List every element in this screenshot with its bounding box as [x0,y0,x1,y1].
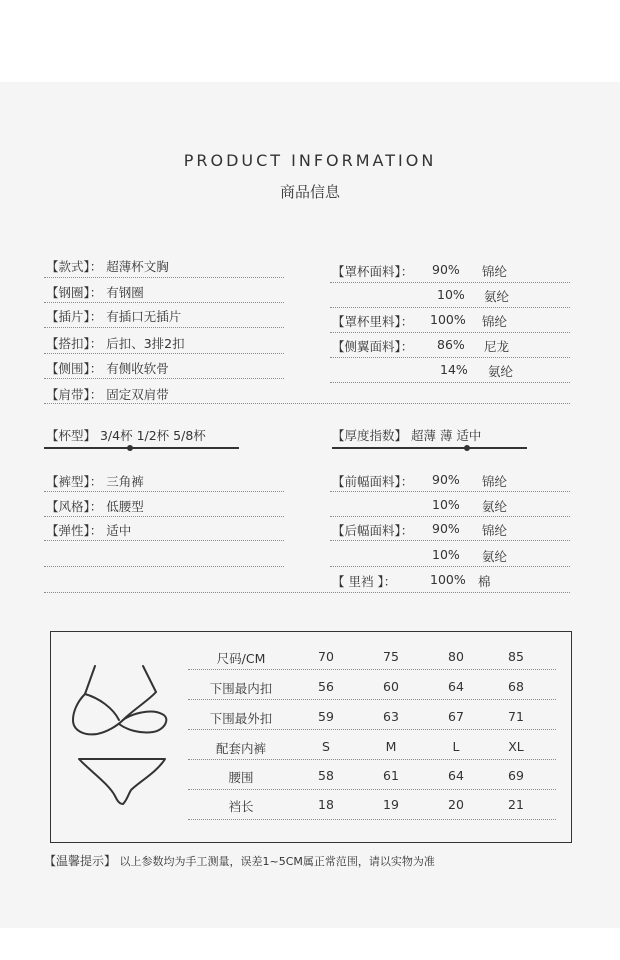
divider [44,516,284,517]
size-cell: 69 [508,768,524,783]
table-divider [188,669,556,670]
material-name: 尼龙 [484,339,510,354]
divider [44,353,284,354]
size-row-label: 尺码/CM [216,651,266,666]
size-cell: 80 [448,649,464,664]
spec-strap: 【肩带】： 固定双肩带 [46,387,169,402]
size-cell: 58 [318,768,334,783]
divider [330,382,570,383]
size-cell: 85 [508,649,524,664]
size-cell: 63 [383,709,399,724]
spec-side: 【侧围】： 有侧收软骨 [46,361,169,376]
material-label: 【罩杯面料】： [332,264,414,279]
divider [44,327,284,328]
material-label: 【前幅面料】： [332,474,414,489]
bra-strap-left [85,666,95,694]
divider [44,378,284,379]
divider [44,592,570,593]
material-name: 锦纶 [482,474,508,489]
size-row-label: 腰围 [228,770,254,785]
material-name: 锦纶 [482,264,508,279]
size-cell: M [385,739,397,754]
material-name: 氨纶 [484,289,510,304]
size-cell: 68 [508,679,524,694]
size-row-label: 下围最外扣 [209,711,273,726]
divider [330,307,570,308]
material-pct: 10% [437,287,465,302]
spec-elasticity: 【弹性】： 适中 [46,523,132,538]
material-name: 锦纶 [482,523,508,538]
size-cell: 64 [448,768,464,783]
material-pct: 100% [430,312,466,327]
size-cell: 21 [508,797,524,812]
bra-and-brief-illustration [61,652,191,842]
cup-type-scale: 【杯型】 3/4杯 1/2杯 5/8杯 [46,428,206,443]
title-chinese: 商品信息 [279,183,340,201]
table-divider [188,699,556,700]
size-cell: L [452,739,460,754]
material-pct: 90% [432,521,460,536]
table-divider [188,729,556,730]
material-name: 氨纶 [482,499,508,514]
spec-insert: 【插片】： 有插口无插片 [46,309,182,324]
divider [330,516,570,517]
thickness-scale-line [332,447,527,449]
material-name: 氨纶 [488,364,514,379]
divider [330,357,570,358]
size-cell: 18 [318,797,334,812]
material-label: 【后幅面料】： [332,523,414,538]
material-label: 【侧翼面料】： [332,339,414,354]
divider [44,566,284,567]
note-key: 【温馨提示】 [44,854,117,868]
size-row-label: 裆长 [228,799,254,814]
divider [330,540,570,541]
divider [44,403,570,404]
size-cell: 19 [383,797,399,812]
bra-strap-right [143,666,156,692]
divider [44,540,284,541]
cup-type-scale-line [44,447,239,449]
thickness-marker [464,445,470,451]
spec-brief-style: 【风格】： 低腰型 [46,499,144,514]
size-cell: 75 [383,649,399,664]
material-label: 【 里裆 】： [332,574,397,589]
spec-brief-type: 【裤型】： 三角裤 [46,474,144,489]
divider [330,282,570,283]
material-pct: 90% [432,262,460,277]
divider [330,491,570,492]
size-cell: 56 [318,679,334,694]
divider [44,277,284,278]
size-cell: 61 [383,768,399,783]
material-label: 【罩杯里料】： [332,314,414,329]
spec-underwire: 【钢圈】： 有钢圈 [46,285,144,300]
thickness-scale: 【厚度指数】 超薄 薄 适中 [332,428,482,443]
material-name: 棉 [478,574,491,589]
cup-type-marker [127,445,133,451]
table-divider [188,789,556,790]
size-chart [50,631,572,843]
material-pct: 90% [432,472,460,487]
material-name: 氨纶 [482,549,508,564]
divider [330,332,570,333]
material-pct: 100% [430,572,466,587]
material-name: 锦纶 [482,314,508,329]
material-pct: 10% [432,547,460,562]
material-pct: 14% [440,362,468,377]
size-row-label: 下围最内扣 [209,681,273,696]
size-cell: 60 [383,679,399,694]
table-divider [188,759,556,760]
brief-outline [79,759,165,804]
bra-cup-right-edge [123,692,156,720]
size-cell: 20 [448,797,464,812]
size-row-label: 配套内裤 [215,741,266,756]
size-cell: XL [508,739,524,754]
title-english: PRODUCT INFORMATION [183,151,437,170]
size-cell: 67 [448,709,464,724]
size-cell: 71 [508,709,524,724]
size-cell: 70 [318,649,334,664]
divider [330,566,570,567]
size-cell: 59 [318,709,334,724]
material-pct: 10% [432,497,460,512]
divider [44,302,284,303]
bra-cup-left-edge [85,694,119,720]
table-divider [188,819,556,820]
material-pct: 86% [437,337,465,352]
spec-clasp: 【搭扣】： 后扣、3排2扣 [46,336,185,351]
divider [44,491,284,492]
measurement-note [44,852,435,869]
spec-style: 【款式】： 超薄杯文胸 [46,259,169,274]
size-cell: S [322,739,330,754]
note-text: 以上参数均为手工测量，误差1~5CM属正常范围，请以实物为准 [119,855,435,868]
size-cell: 64 [448,679,464,694]
bra-cups [73,694,166,734]
